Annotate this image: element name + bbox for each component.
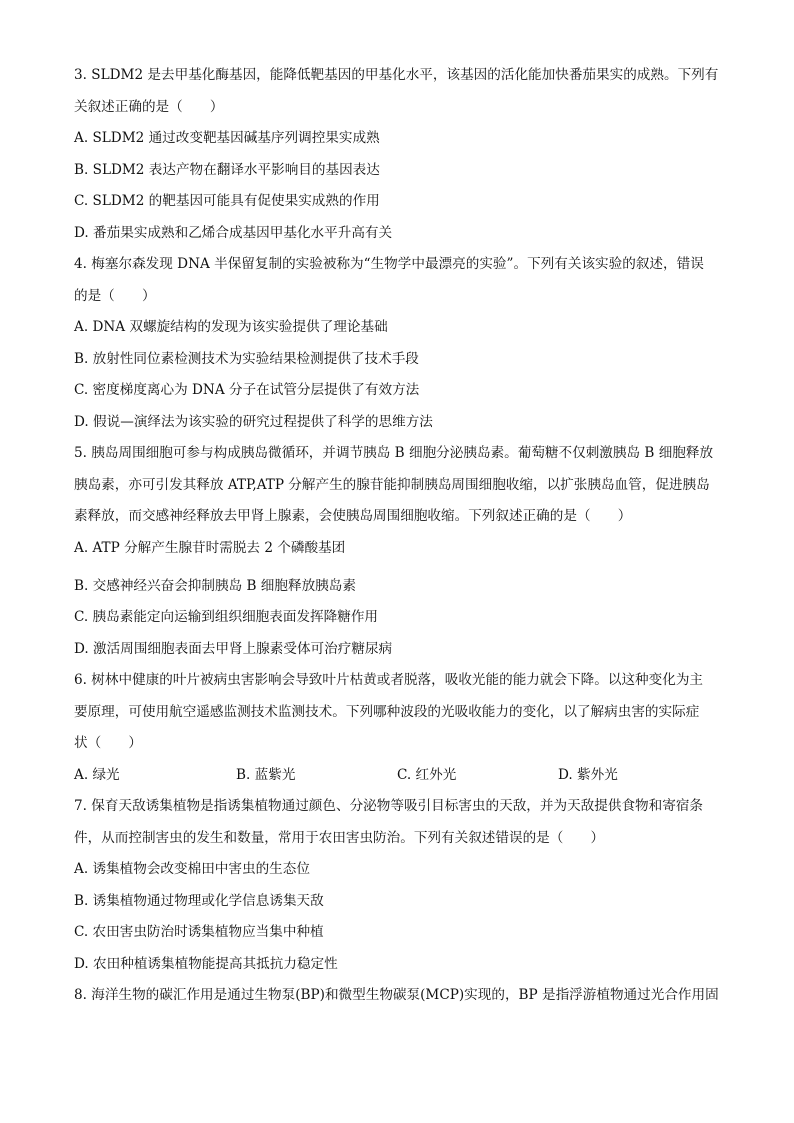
question-5	[74, 438, 734, 665]
question-stem-line: 7. 保育天敌诱集植物是指诱集植物通过颜色、分泌物等吸引目标害虫的天敌，并为天敌提供食物和寄宿条	[74, 798, 704, 814]
option-c: C. 农田害虫防治时诱集植物应当集中种植	[74, 924, 324, 940]
option-b: B. SLDM2 表达产物在翻译水平影响目的基因表达	[74, 161, 380, 178]
question-8	[74, 980, 734, 1012]
question-stem-line: 5. 胰岛周围细胞可参与构成胰岛微循环，并调节胰岛 B 细胞分泌胰岛素。葡萄糖不仅刺激胰岛 B 细胞释放	[74, 445, 714, 461]
question-3	[74, 60, 734, 249]
exam-page	[74, 60, 734, 1012]
option-c: C. SLDM2 的靶基因可能具有促使果实成熟的作用	[74, 193, 380, 209]
question-stem-line: 关叙述正确的是（ ）	[74, 98, 224, 115]
option-d: D. 紫外光	[558, 766, 618, 783]
option-d: D. 番茄果实成熟和乙烯合成基因甲基化水平升高有关	[74, 224, 393, 241]
option-b: B. 交感神经兴奋会抑制胰岛 B 细胞释放胰岛素	[74, 577, 356, 594]
option-b: B. 蓝紫光	[236, 766, 296, 783]
option-c: C. 胰岛素能定向运输到组织细胞表面发挥降糖作用	[74, 609, 379, 625]
option-d: D. 激活周围细胞表面去甲肾上腺素受体可治疗糖尿病	[74, 640, 393, 657]
option-a: A. DNA 双螺旋结构的发现为该实验提供了理论基础	[74, 319, 388, 335]
question-4	[74, 249, 734, 438]
option-a: A. ATP 分解产生腺苷时需脱去 2 个磷酸基团	[74, 539, 346, 556]
option-b: B. 放射性同位素检测技术为实验结果检测提供了技术手段	[74, 350, 419, 367]
question-6	[74, 665, 734, 791]
option-a: A. 绿光	[74, 766, 120, 783]
option-c: C. 密度梯度离心为 DNA 分子在试管分层提供了有效方法	[74, 382, 420, 398]
question-stem-line: 件，从而控制害虫的发生和数量，常用于农田害虫防治。下列有关叙述错误的是（ ）	[74, 829, 605, 846]
question-stem-line: 要原理，可使用航空遥感监测技术监测技术。下列哪种波段的光吸收能力的变化，以了解病虫害的实际症	[74, 703, 700, 720]
question-stem-line: 8. 海洋生物的碳汇作用是通过生物泵(BP)和微型生物碳泵(MCP)实现的，BP 是指浮游植物通过光合作用固	[74, 987, 719, 1003]
question-stem-line: 状（ ）	[74, 735, 142, 751]
question-stem-line: 的是（ ）	[74, 287, 156, 304]
question-stem-line: 胰岛素，亦可引发其释放 ATP,ATP 分解产生的腺苷能抑制胰岛周围细胞收缩，以扩张胰岛血管，促进胰岛	[74, 476, 710, 493]
option-c: C. 红外光	[397, 766, 457, 783]
option-d: D. 农田种植诱集植物能提高其抵抗力稳定性	[74, 955, 338, 972]
options-row	[74, 760, 734, 792]
question-stem-line: 6. 树林中健康的叶片被病虫害影响会导致叶片枯黄或者脱落，吸收光能的能力就会下降。以这种变化为主	[74, 672, 704, 688]
option-b: B. 诱集植物通过物理或化学信息诱集天敌	[74, 892, 324, 909]
question-stem-line: 4. 梅塞尔森发现 DNA 半保留复制的实验被称为“生物学中最漂亮的实验”。下列有关该实验的叙述，错误	[74, 256, 704, 272]
question-stem-line: 3. SLDM2 是去甲基化酶基因，能降低靶基因的甲基化水平，该基因的活化能加快番茄果实的成熟。下列有	[74, 67, 719, 83]
option-a: A. 诱集植物会改变棉田中害虫的生态位	[74, 861, 310, 877]
question-stem-line: 素释放，而交感神经释放去甲肾上腺素，会使胰岛周围细胞收缩。下列叙述正确的是（ ）	[74, 508, 632, 524]
question-7	[74, 791, 734, 980]
option-d: D. 假说—演绎法为该实验的研究过程提供了科学的思维方法	[74, 413, 433, 430]
option-a: A. SLDM2 通过改变靶基因碱基序列调控果实成熟	[74, 130, 380, 146]
